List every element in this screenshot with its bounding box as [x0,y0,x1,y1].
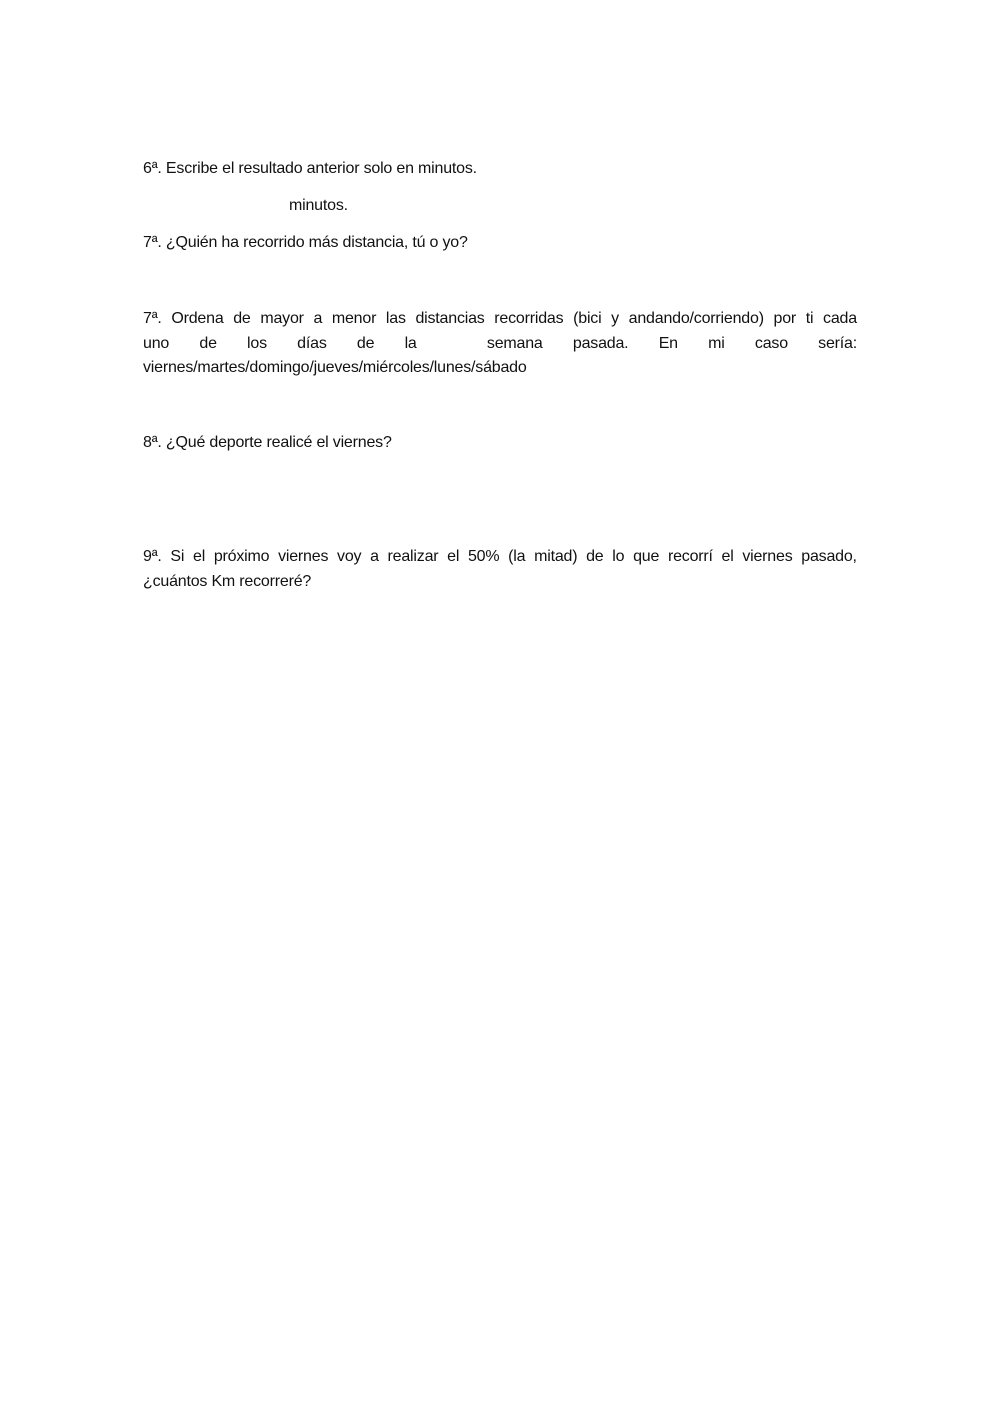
question-6-number: 6ª. [143,160,162,177]
word: por [773,310,797,327]
word: 9ª. [143,548,162,565]
word: pasado, [801,548,857,565]
word: próximo [213,548,270,565]
word: realizar [387,548,439,565]
question-7a-text: ¿Quién ha recorrido más distancia, tú o yo? [165,234,468,251]
word: los [247,334,267,352]
question-7b-line-2 [143,332,857,357]
word: andando/corriendo) [628,310,764,327]
question-6-answer-suffix: minutos. [289,197,348,214]
word: mitad) [534,548,578,565]
word: recorridas [494,310,564,327]
word: Ordena [171,310,224,327]
word: recorrí [667,548,713,565]
word: cada [823,310,857,327]
question-9 [143,545,857,594]
question-8-text: ¿Qué deporte realicé el viernes? [165,434,392,451]
word: (la [508,548,526,565]
word: viernes [742,548,793,565]
word: menor [331,310,377,327]
word: viernes [278,548,329,565]
word: de [199,334,217,352]
question-7a-number: 7ª. [143,234,162,251]
word: el [193,548,206,565]
question-7a [143,231,468,255]
word: la [404,334,417,352]
word: voy [337,548,362,565]
question-8-number: 8ª. [143,434,162,451]
word: caso [754,334,788,352]
word: 7ª. [143,310,162,327]
question-7b-line-3 [143,356,857,381]
word: uno [143,334,170,352]
word: distancias [415,310,485,327]
example-order: viernes/martes/domingo/jueves/miércoles/lunes/sábado [143,359,527,376]
word: semana [486,334,543,352]
word: y [611,310,619,327]
word: 50% [467,548,500,565]
word: el [721,548,734,565]
word: días [297,334,327,352]
question-7b [143,307,857,381]
word: sería: [818,334,857,352]
question-9-line-2 [143,570,857,595]
word: mayor [260,310,304,327]
word: a [313,310,323,327]
word: de [233,310,251,327]
word: de [356,334,375,352]
word: ¿cuántos Km recorreré? [143,572,312,590]
question-8 [143,431,392,455]
word: las [385,310,406,327]
word: que [633,548,660,565]
word: pasada. [572,334,629,352]
word: (bici [573,310,602,327]
question-6-text: Escribe el resultado anterior solo en minutos. [165,160,477,177]
word: Si [170,548,185,565]
word: el [447,548,460,565]
word: de [586,548,604,565]
word: lo [612,548,625,565]
word: ti [805,310,814,327]
question-9-line-1 [143,545,857,570]
word: mi [708,334,725,352]
word: En [658,334,678,352]
question-6 [143,157,477,181]
question-7b-line-1 [143,307,857,332]
word: a [370,548,379,565]
